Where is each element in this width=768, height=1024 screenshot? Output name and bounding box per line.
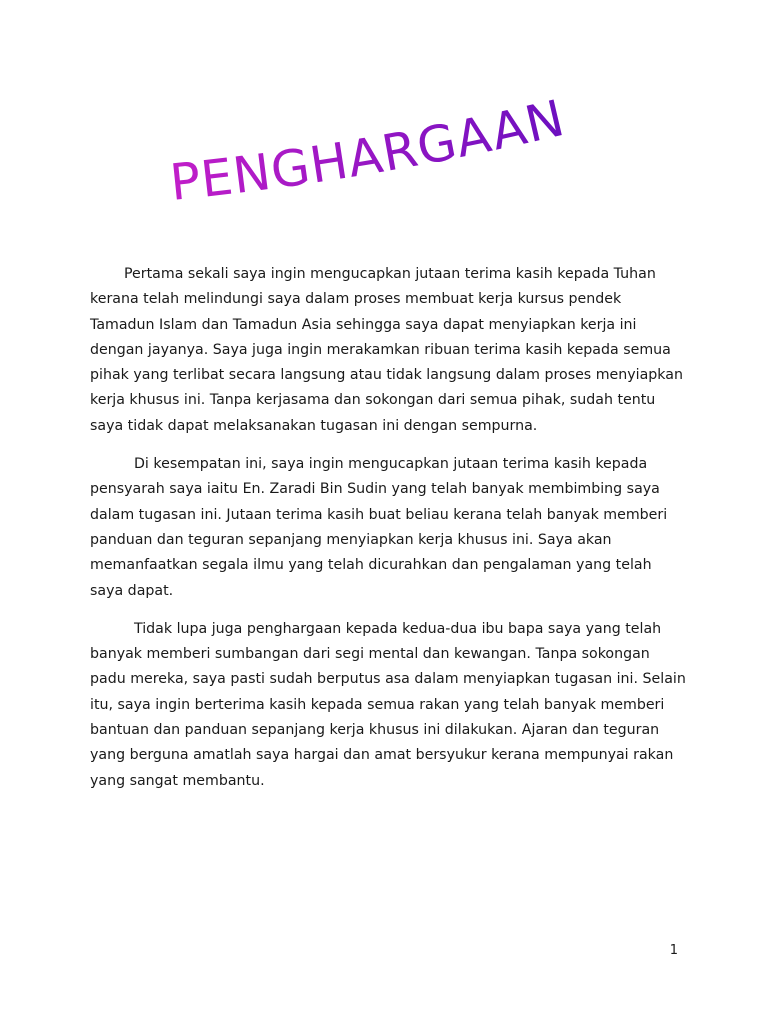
- body-text: [90, 262, 686, 807]
- wordart-title-graphic: [160, 60, 660, 230]
- paragraph-2: Di kesempatan ini, saya ingin mengucapkan jutaan terima kasih kepada pensyarah saya iaitu En. Zaradi Bin Sudin yang telah banyak membimbing saya dalam tugasan ini. Jutaan terima kasih buat beliau kerana telah banyak memberi panduan dan teguran sepanjang menyiapkan kerja khusus ini. Saya akan memanfaatkan segala ilmu yang telah dicurahkan dan pengalaman yang telah saya dapat.: [90, 456, 668, 599]
- paragraph-3: Tidak lupa juga penghargaan kepada kedua-dua ibu bapa saya yang telah banyak memberi sumbangan dari segi mental dan kewangan. Tanpa sokongan padu mereka, saya pasti sudah berputus asa dalam menyiapkan tugasan ini. Selain itu, saya ingin berterima kasih kepada semua rakan yang telah banyak memberi bantuan dan panduan sepanjang kerja khusus ini dilakukan. Ajaran dan teguran yang berguna amatlah saya hargai dan amat bersyukur kerana mempunyai rakan yang sangat membantu.: [90, 620, 686, 789]
- paragraph-1: Pertama sekali saya ingin mengucapkan jutaan terima kasih kepada Tuhan kerana telah melindungi saya dalam proses membuat kerja kursus pendek Tamadun Islam dan Tamadun Asia sehingga saya dapat menyiapkan kerja ini dengan jayanya. Saya juga ingin merakamkan ribuan terima kasih kepada semua pihak yang terlibat secara langsung atau tidak langsung dalam proses menyiapkan kerja khusus ini. Tanpa kerjasama dan sokongan dari semua pihak, sudah tentu saya tidak dapat melaksanakan tugasan ini dengan sempurna.: [90, 266, 683, 434]
- document-title: PENGHARGAAN: [167, 88, 571, 212]
- wordart-title: [160, 60, 660, 230]
- page-number: 1: [669, 943, 678, 958]
